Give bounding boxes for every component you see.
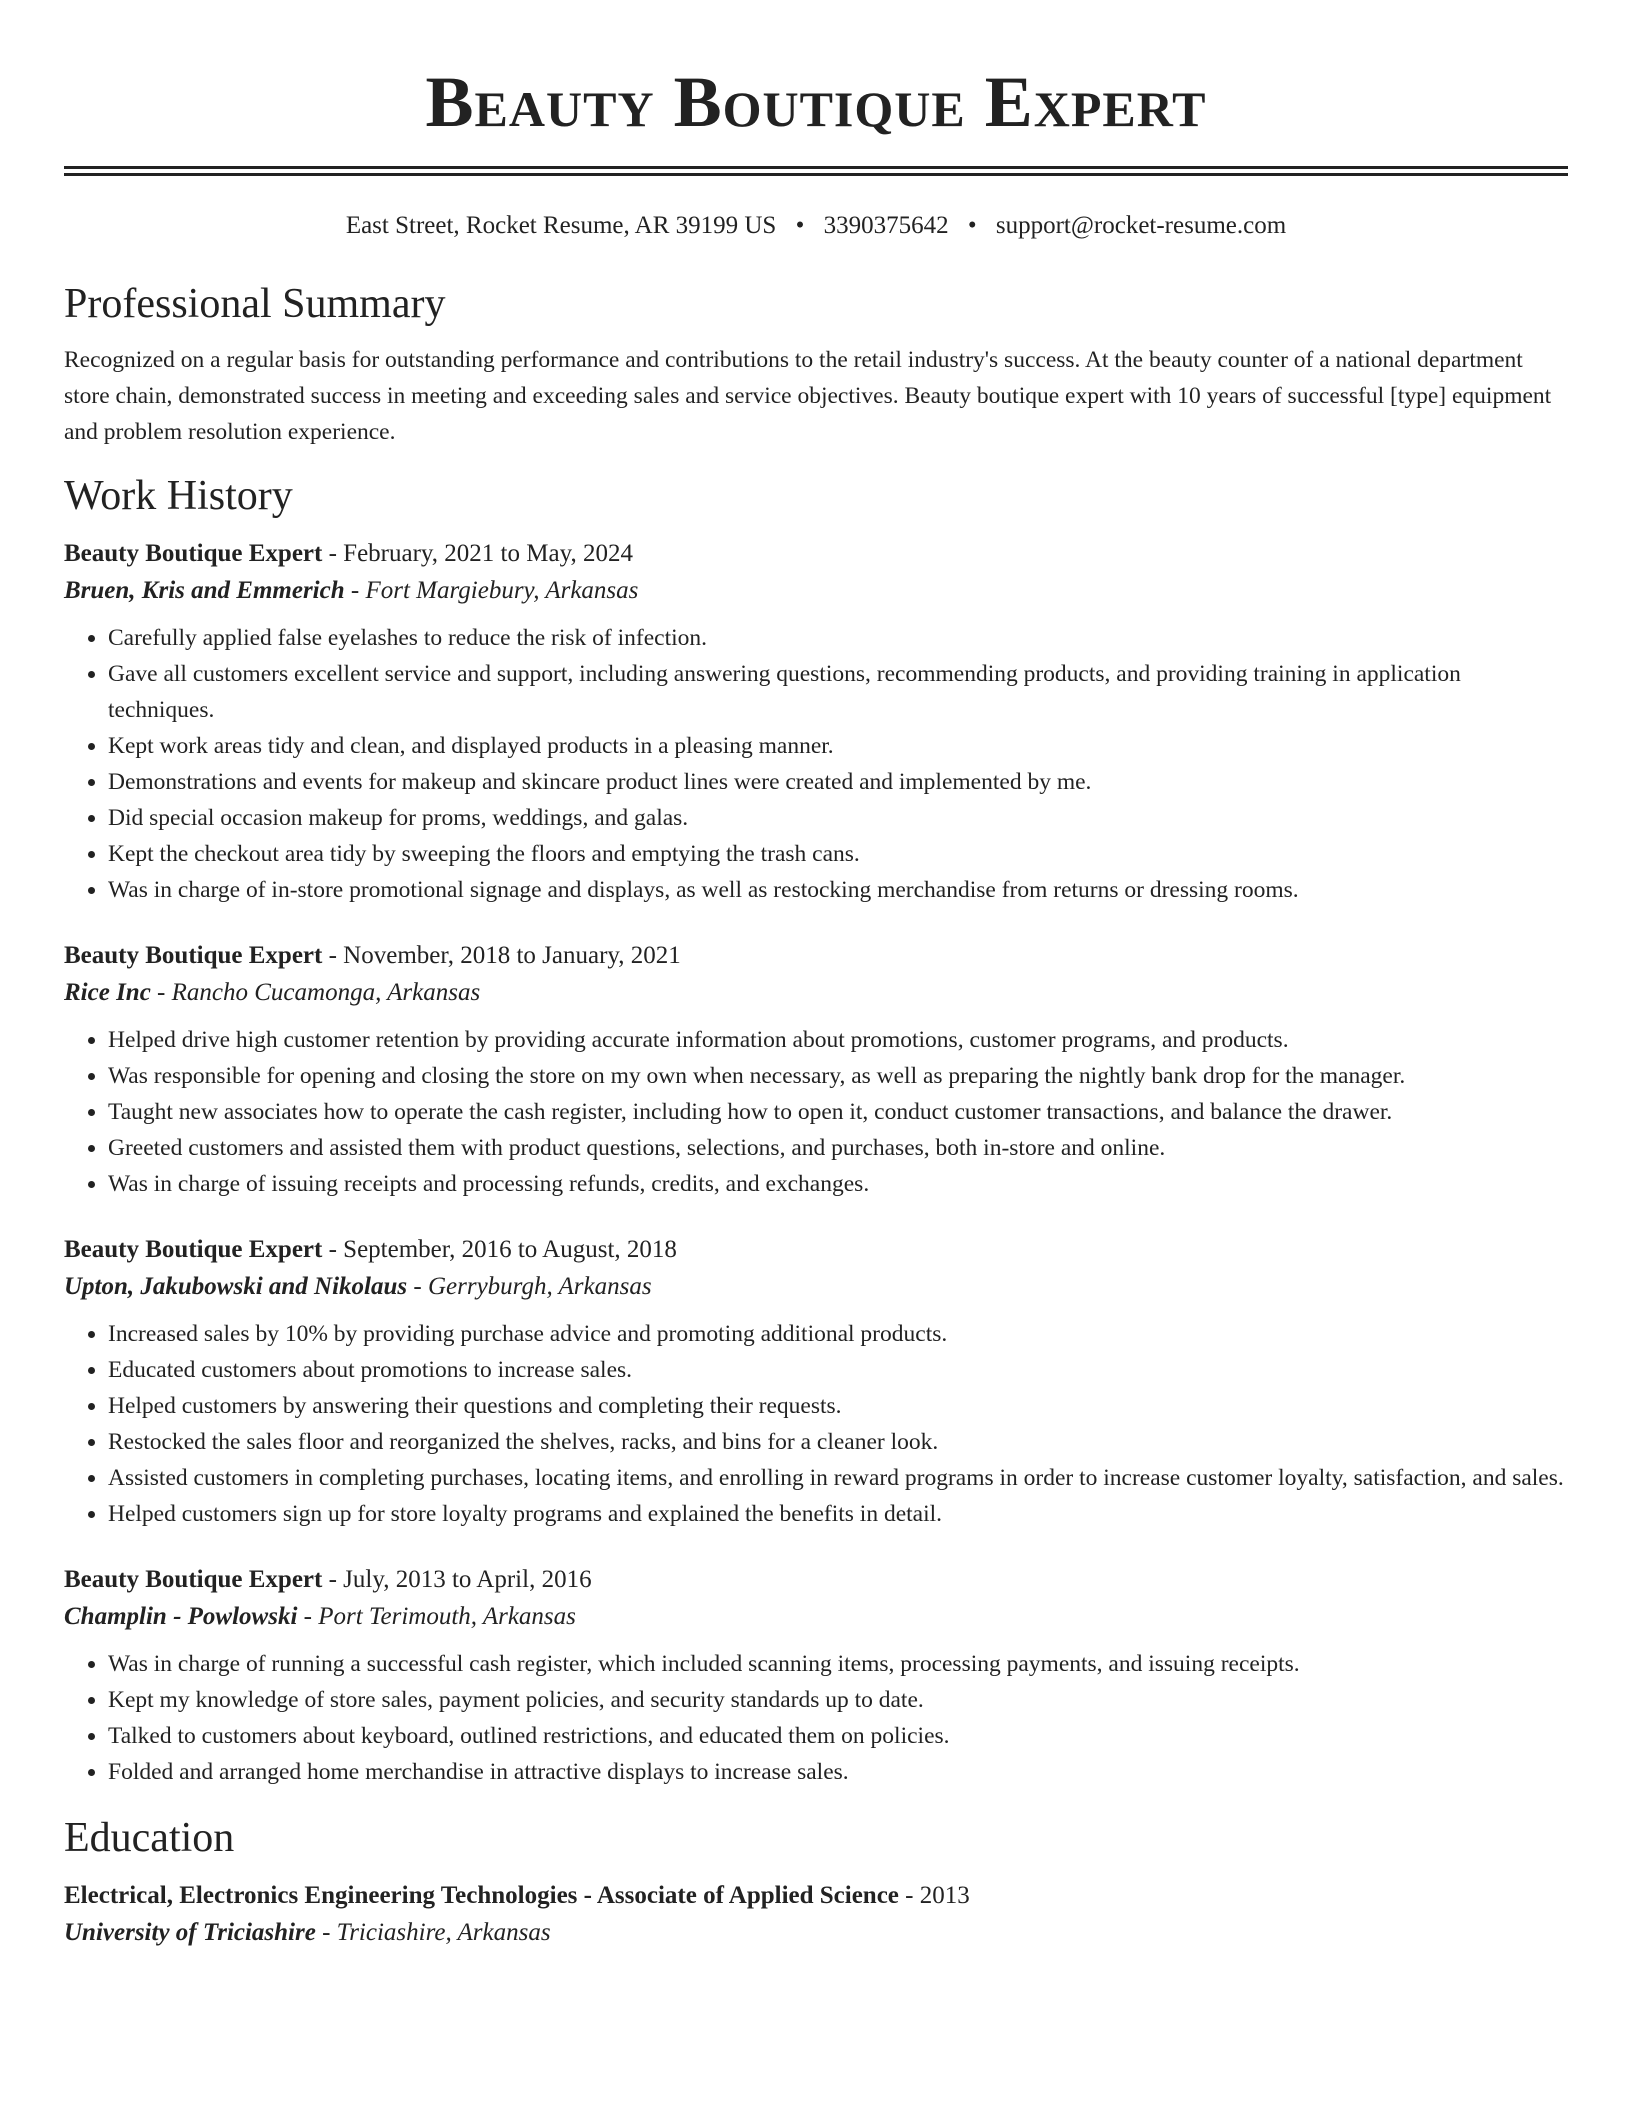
job-role: Beauty Boutique Expert [64, 1566, 323, 1593]
job-entry [64, 1562, 1568, 1790]
bullet-item: • Did special occasion makeup for proms, weddings, and galas. [108, 800, 1568, 836]
job-location: - Gerryburgh, Arkansas [407, 1273, 652, 1300]
job-company: Upton, Jakubowski and Nikolaus [64, 1273, 408, 1300]
resume-name: Beauty Boutique Expert [425, 62, 1207, 142]
job-employer [64, 572, 1568, 610]
bullet-item: • Restocked the sales floor and reorganized the shelves, racks, and bins for a cleaner look. [108, 1424, 1568, 1460]
job-bullets [64, 1646, 1568, 1790]
job-entry [64, 938, 1568, 1202]
section-title-work-history: Work History [64, 473, 293, 519]
job-heading [64, 938, 1568, 974]
email: support@rocket-resume.com [995, 212, 1287, 239]
job-role: Beauty Boutique Expert [64, 540, 323, 567]
bullet-item: • Carefully applied false eyelashes to reduce the risk of infection. [108, 620, 1568, 656]
bullet-item: • Increased sales by 10% by providing purchase advice and promoting additional products. [108, 1316, 1568, 1352]
bullet-item: • Was in charge of in-store promotional signage and displays, as well as restocking merchandise from returns or dressing rooms. [108, 872, 1568, 908]
job-dates: - July, 2013 to April, 2016 [322, 1566, 592, 1593]
education-heading [64, 1878, 1568, 1914]
bullet-item: • Helped customers sign up for store loyalty programs and explained the benefits in detail. [108, 1496, 1568, 1532]
job-heading [64, 536, 1568, 572]
double-rule-divider [64, 166, 1568, 176]
bullet-item: • Helped customers by answering their questions and completing their requests. [108, 1388, 1568, 1424]
bullet-item: • Educated customers about promotions to increase sales. [108, 1352, 1568, 1388]
job-dates: - February, 2021 to May, 2024 [322, 540, 633, 567]
section-title-summary: Professional Summary [64, 281, 446, 327]
bullet-item: • Kept work areas tidy and clean, and displayed products in a pleasing manner. [108, 728, 1568, 764]
bullet-item: • Taught new associates how to operate the cash register, including how to open it, conduct customer transactions, and balance the drawer. [108, 1094, 1568, 1130]
school-location: - Triciashire, Arkansas [315, 1919, 551, 1946]
bullet-item: • Greeted customers and assisted them with product questions, selections, and purchases, both in-store and online. [108, 1130, 1568, 1166]
job-heading [64, 1562, 1568, 1598]
bullet-item: • Gave all customers excellent service and support, including answering questions, recommending products, and providing training in application techniques. [108, 656, 1568, 728]
bullet-item: • Talked to customers about keyboard, outlined restrictions, and educated them on policies. [108, 1718, 1568, 1754]
bullet-item: • Kept my knowledge of store sales, payment policies, and security standards up to date. [108, 1682, 1568, 1718]
job-entry [64, 536, 1568, 908]
job-dates: - November, 2018 to January, 2021 [322, 942, 681, 969]
summary-text: Recognized on a regular basis for outstanding performance and contributions to the retail industry's success. At the beauty counter of a national department store chain, demonstrated success in meeting and exceeding sales and service objectives. Beauty boutique expert with 10 years of successful [type] equipment and problem resolution experience. [64, 347, 1552, 445]
bullet-item: • Demonstrations and events for makeup and skincare product lines were created and implemented by me. [108, 764, 1568, 800]
job-entry [64, 1232, 1568, 1532]
job-company: Champlin - Powlowski [64, 1603, 298, 1630]
education-entry [64, 1878, 1568, 1952]
bullet-item: • Folded and arranged home merchandise in attractive displays to increase sales. [108, 1754, 1568, 1790]
job-company: Rice Inc [64, 979, 151, 1006]
job-location: - Rancho Cucamonga, Arkansas [150, 979, 481, 1006]
job-employer [64, 1268, 1568, 1306]
phone: 3390375642 [823, 212, 949, 239]
bullet-item: • Assisted customers in completing purchases, locating items, and enrolling in reward programs in order to increase customer loyalty, satisfaction, and sales. [108, 1460, 1568, 1496]
job-location: - Fort Margiebury, Arkansas [344, 577, 639, 604]
address: East Street, Rocket Resume, AR 39199 US [345, 212, 777, 239]
separator-dot: • [795, 212, 805, 239]
school-name: University of Triciashire [64, 1919, 316, 1946]
bullet-item: • Helped drive high customer retention by providing accurate information about promotions, customer programs, and products. [108, 1022, 1568, 1058]
degree: Electrical, Electronics Engineering Technologies - Associate of Applied Science [64, 1882, 899, 1909]
bullet-item: • Was in charge of running a successful cash register, which included scanning items, processing payments, and issuing receipts. [108, 1646, 1568, 1682]
contact-line [64, 210, 1568, 242]
job-employer [64, 974, 1568, 1012]
bullet-item: • Was in charge of issuing receipts and processing refunds, credits, and exchanges. [108, 1166, 1568, 1202]
job-bullets [64, 620, 1568, 908]
education-school [64, 1914, 1568, 1952]
separator-dot: • [967, 212, 977, 239]
job-role: Beauty Boutique Expert [64, 1236, 323, 1263]
job-heading [64, 1232, 1568, 1268]
job-employer [64, 1598, 1568, 1636]
job-bullets [64, 1022, 1568, 1202]
job-company: Bruen, Kris and Emmerich [64, 577, 345, 604]
bullet-item: • Kept the checkout area tidy by sweeping the floors and emptying the trash cans. [108, 836, 1568, 872]
job-location: - Port Terimouth, Arkansas [297, 1603, 576, 1630]
section-title-education: Education [64, 1815, 235, 1861]
bullet-item: • Was responsible for opening and closing the store on my own when necessary, as well as preparing the nightly bank drop for the manager. [108, 1058, 1568, 1094]
job-bullets [64, 1316, 1568, 1532]
graduation-year: - 2013 [898, 1882, 970, 1909]
job-role: Beauty Boutique Expert [64, 942, 323, 969]
job-dates: - September, 2016 to August, 2018 [322, 1236, 677, 1263]
